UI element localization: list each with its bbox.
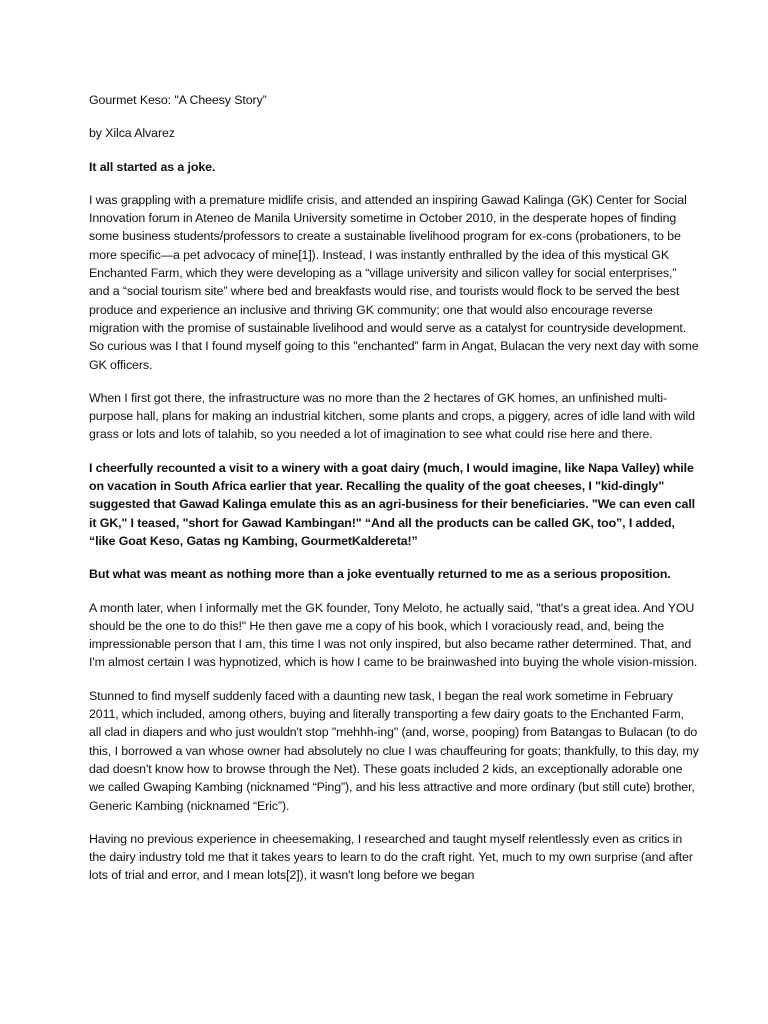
paragraph-7: Stunned to find myself suddenly faced with a daunting new task, I began the real work sometime in February 2011, which included, among others, buying and literally transporting a few dairy goats to the Enchanted Farm, all clad in diapers and who just wouldn't stop "mehhh-ing" (and, worse, pooping) from Batangas to Bulacan (to do this, I borrowed a van whose owner had absolutely no clue I was chauffeuring for goats; thankfully, to this day, my dad doesn't know how to browse through the Net). These goats included 2 kids, an exceptionally adorable one we called Gwaping Kambing (nicknamed “Ping”), and his less attractive and more ordinary (but still cute) brother, Generic Kambing (nicknamed “Eric”).: [89, 688, 699, 813]
paragraph-5: But what was meant as nothing more than a joke eventually returned to me as a serious proposition.: [89, 567, 671, 582]
paragraph-8: Having no previous experience in cheesemaking, I researched and taught myself relentlessly even as critics in the dairy industry told me that it takes years to learn to do the craft right. Yet, much to my own surprise (and after lots of trial and error, and I mean lots[2]), it wasn't long before we began: [89, 831, 693, 883]
document-page: [89, 91, 699, 900]
paragraph-1: It all started as a joke.: [89, 159, 216, 174]
paragraph-3: When I first got there, the infrastructure was no more than the 2 hectares of GK homes, an unfinished multi-purpose hall, plans for making an industrial kitchen, some plants and crops, a piggery, acres of idle land with wild grass or lots and lots of talahib, so you needed a lot of imagination to see what could rise here and there.: [89, 390, 695, 442]
paragraph-6: A month later, when I informally met the GK founder, Tony Meloto, he actually said, "that's a great idea. And YOU should be the one to do this!" He then gave me a copy of his book, which I voraciously read, and, being the impressionable person that I am, this time I was not only inspired, but also became rather determined. That, and I'm almost certain I was hypnotized, which is how I came to be brainwashed into buying the whole vision-mission.: [89, 600, 698, 670]
paragraph-4: I cheerfully recounted a visit to a winery with a goat dairy (much, I would imagine, like Napa Valley) while on vacation in South Africa earlier that year. Recalling the quality of the goat cheeses, I "kid-dingly" suggested that Gawad Kalinga emulate this as an agri-business for their beneficiaries. "We can even call it GK," I teased, "short for Gawad Kambingan!" “And all the products can be called GK, too”, I added, “like Goat Keso, Gatas ng Kambing, GourmetKaldereta!”: [89, 460, 696, 548]
paragraph-2: I was grappling with a premature midlife crisis, and attended an inspiring Gawad Kalinga (GK) Center for Social Innovation forum in Ateneo de Manila University sometime in October 2010, in the desperate hopes of finding some business students/professors to create a sustainable livelihood program for ex-cons (probationers, to be more specific—a pet advocacy of mine[1]). Instead, I was instantly enthralled by the idea of this mystical GK Enchanted Farm, which they were developing as a “village university and silicon valley for social enterprises,” and a “social tourism site” where bed and breakfasts would rise, and tourists would flock to be served the best produce and experience an inclusive and thriving GK community; one that would also encourage reverse migration with the promise of sustainable livelihood and would serve as a catalyst for countryside development. So curious was I that I found myself going to this "enchanted” farm in Angat, Bulacan the very next day with some GK officers.: [89, 192, 699, 372]
document-title: Gourmet Keso: "A Cheesy Story”: [89, 93, 267, 107]
document-byline: by Xilca Alvarez: [89, 126, 175, 141]
